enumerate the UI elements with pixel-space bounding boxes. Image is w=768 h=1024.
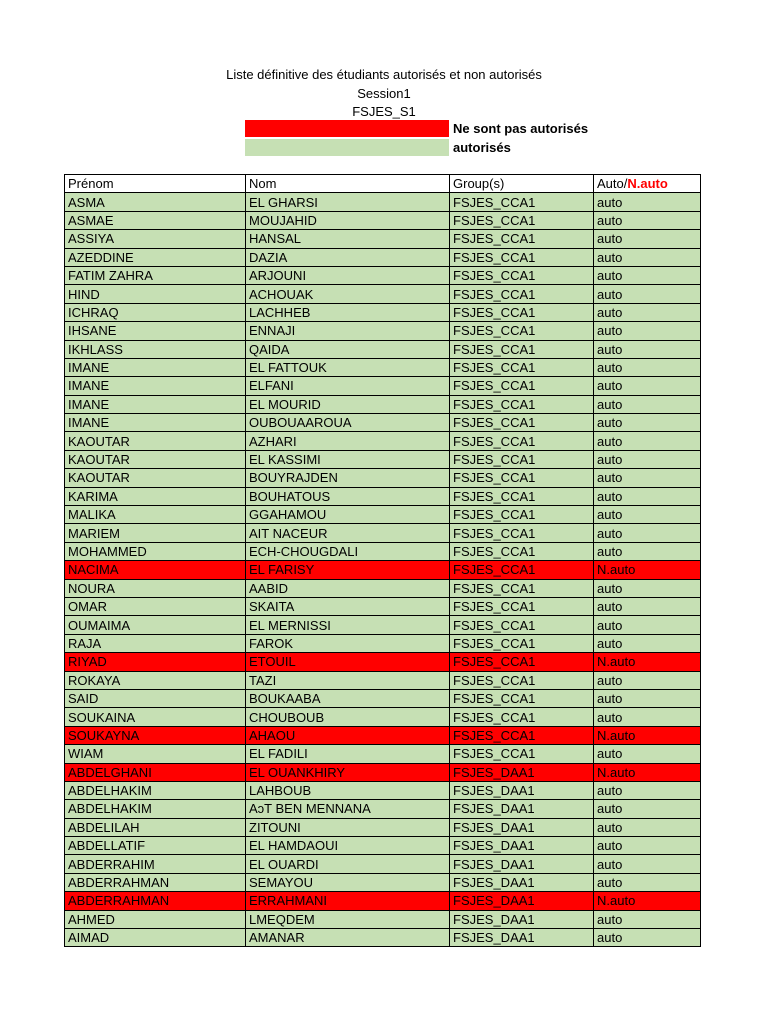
cell-group: FSJES_CCA1 — [450, 285, 594, 303]
cell-nom: EL HAMDAOUI — [246, 837, 450, 855]
legend-label-authorized: autorisés — [453, 140, 511, 155]
cell-nom: SEMAYOU — [246, 873, 450, 891]
cell-status: auto — [594, 708, 701, 726]
cell-status: auto — [594, 211, 701, 229]
cell-nom: EL FADILI — [246, 745, 450, 763]
cell-group: FSJES_CCA1 — [450, 432, 594, 450]
table-row — [65, 597, 701, 615]
table-row — [65, 892, 701, 910]
cell-group: FSJES_CCA1 — [450, 303, 594, 321]
cell-status: N.auto — [594, 892, 701, 910]
table-row — [65, 395, 701, 413]
cell-prenom: RAJA — [65, 634, 246, 652]
faculty-code: FSJES_S1 — [352, 104, 416, 119]
cell-status: auto — [594, 616, 701, 634]
cell-group: FSJES_CCA1 — [450, 745, 594, 763]
table-row — [65, 910, 701, 928]
cell-nom: ARJOUNI — [246, 266, 450, 284]
table-row — [65, 358, 701, 376]
cell-prenom: IHSANE — [65, 322, 246, 340]
cell-status: auto — [594, 358, 701, 376]
cell-nom: BOUHATOUS — [246, 487, 450, 505]
cell-nom: EL FARISY — [246, 561, 450, 579]
cell-status: auto — [594, 377, 701, 395]
cell-group: FSJES_CCA1 — [450, 506, 594, 524]
cell-status: N.auto — [594, 653, 701, 671]
cell-nom: AABID — [246, 579, 450, 597]
cell-prenom: IMANE — [65, 358, 246, 376]
cell-status: auto — [594, 248, 701, 266]
cell-status: auto — [594, 855, 701, 873]
table-row — [65, 414, 701, 432]
table-row — [65, 800, 701, 818]
cell-status: auto — [594, 524, 701, 542]
column-header-status-nauto: N.auto — [627, 176, 668, 192]
legend-swatch-authorized — [245, 139, 449, 156]
cell-status: auto — [594, 469, 701, 487]
students-table — [64, 174, 701, 947]
table-row — [65, 929, 701, 947]
cell-group: FSJES_DAA1 — [450, 763, 594, 781]
cell-nom: FAROK — [246, 634, 450, 652]
cell-group: FSJES_CCA1 — [450, 469, 594, 487]
cell-nom: EL GHARSI — [246, 193, 450, 211]
cell-prenom: WIAM — [65, 745, 246, 763]
cell-status: auto — [594, 230, 701, 248]
cell-prenom: ICHRAQ — [65, 303, 246, 321]
table-row — [65, 303, 701, 321]
table-row — [65, 616, 701, 634]
cell-prenom: SOUKAYNA — [65, 726, 246, 744]
cell-group: FSJES_CCA1 — [450, 358, 594, 376]
cell-prenom: AZEDDINE — [65, 248, 246, 266]
cell-group: FSJES_CCA1 — [450, 542, 594, 560]
table-row — [65, 855, 701, 873]
table-row — [65, 450, 701, 468]
table-row — [65, 726, 701, 744]
cell-prenom: IMANE — [65, 414, 246, 432]
cell-group: FSJES_DAA1 — [450, 910, 594, 928]
cell-nom: ETOUIL — [246, 653, 450, 671]
cell-group: FSJES_DAA1 — [450, 800, 594, 818]
cell-status: auto — [594, 818, 701, 836]
table-row — [65, 230, 701, 248]
cell-status: auto — [594, 800, 701, 818]
cell-status: auto — [594, 340, 701, 358]
cell-group: FSJES_CCA1 — [450, 653, 594, 671]
table-body — [65, 193, 701, 947]
table-row — [65, 322, 701, 340]
cell-nom: BOUKAABA — [246, 689, 450, 707]
cell-prenom: ABDELGHANI — [65, 763, 246, 781]
cell-prenom: RIYAD — [65, 653, 246, 671]
cell-nom: MOUJAHID — [246, 211, 450, 229]
table-row — [65, 818, 701, 836]
cell-nom: AZHARI — [246, 432, 450, 450]
cell-status: auto — [594, 910, 701, 928]
cell-group: FSJES_CCA1 — [450, 211, 594, 229]
cell-status: auto — [594, 193, 701, 211]
cell-prenom: OUMAIMA — [65, 616, 246, 634]
cell-nom: OUBOUAAROUA — [246, 414, 450, 432]
cell-nom: ERRAHMANI — [246, 892, 450, 910]
cell-group: FSJES_CCA1 — [450, 414, 594, 432]
table-row — [65, 653, 701, 671]
cell-prenom: OMAR — [65, 597, 246, 615]
cell-group: FSJES_CCA1 — [450, 671, 594, 689]
cell-prenom: KAOUTAR — [65, 432, 246, 450]
legend-label-not-authorized: Ne sont pas autorisés — [453, 121, 589, 136]
cell-status: auto — [594, 837, 701, 855]
cell-prenom: AIMAD — [65, 929, 246, 947]
cell-status: N.auto — [594, 561, 701, 579]
cell-status: auto — [594, 873, 701, 891]
cell-nom: ENNAJI — [246, 322, 450, 340]
cell-nom: ECH-CHOUGDALI — [246, 542, 450, 560]
cell-nom: CHOUBOUB — [246, 708, 450, 726]
cell-prenom: IMANE — [65, 377, 246, 395]
cell-group: FSJES_DAA1 — [450, 873, 594, 891]
table-header-row — [65, 175, 701, 193]
table-row — [65, 634, 701, 652]
cell-nom: EL OUANKHIRY — [246, 763, 450, 781]
table-row — [65, 248, 701, 266]
cell-status: N.auto — [594, 763, 701, 781]
table-row — [65, 340, 701, 358]
cell-prenom: MALIKA — [65, 506, 246, 524]
cell-nom: EL MOURID — [246, 395, 450, 413]
cell-status: auto — [594, 542, 701, 560]
cell-nom: AIT NACEUR — [246, 524, 450, 542]
cell-group: FSJES_CCA1 — [450, 377, 594, 395]
cell-prenom: SAID — [65, 689, 246, 707]
cell-status: auto — [594, 671, 701, 689]
cell-prenom: KARIMA — [65, 487, 246, 505]
cell-prenom: ROKAYA — [65, 671, 246, 689]
cell-prenom: NOURA — [65, 579, 246, 597]
cell-nom: QAIDA — [246, 340, 450, 358]
cell-nom: LACHHEB — [246, 303, 450, 321]
cell-prenom: HIND — [65, 285, 246, 303]
cell-nom: AMANAR — [246, 929, 450, 947]
column-header-nom: Nom — [246, 175, 450, 193]
table-row — [65, 524, 701, 542]
cell-group: FSJES_CCA1 — [450, 487, 594, 505]
cell-status: auto — [594, 303, 701, 321]
cell-group: FSJES_DAA1 — [450, 781, 594, 799]
cell-group: FSJES_DAA1 — [450, 818, 594, 836]
table-row — [65, 432, 701, 450]
cell-nom: EL KASSIMI — [246, 450, 450, 468]
cell-status: auto — [594, 634, 701, 652]
table-row — [65, 506, 701, 524]
cell-status: auto — [594, 414, 701, 432]
cell-prenom: SOUKAINA — [65, 708, 246, 726]
cell-status: auto — [594, 266, 701, 284]
cell-prenom: MOHAMMED — [65, 542, 246, 560]
table-row — [65, 285, 701, 303]
cell-group: FSJES_DAA1 — [450, 855, 594, 873]
cell-group: FSJES_CCA1 — [450, 689, 594, 707]
cell-status: auto — [594, 929, 701, 947]
cell-status: auto — [594, 322, 701, 340]
table-row — [65, 542, 701, 560]
cell-status: auto — [594, 781, 701, 799]
cell-status: auto — [594, 285, 701, 303]
cell-status: auto — [594, 745, 701, 763]
table-row — [65, 781, 701, 799]
column-header-groups: Group(s) — [450, 175, 594, 193]
table-row — [65, 266, 701, 284]
cell-nom: ACHOUAK — [246, 285, 450, 303]
cell-prenom: ABDERRAHIM — [65, 855, 246, 873]
cell-group: FSJES_CCA1 — [450, 450, 594, 468]
cell-nom: LAHBOUB — [246, 781, 450, 799]
cell-status: auto — [594, 597, 701, 615]
column-header-prenom: Prénom — [65, 175, 246, 193]
column-header-status — [594, 175, 701, 193]
cell-group: FSJES_CCA1 — [450, 395, 594, 413]
table-row — [65, 763, 701, 781]
cell-nom: HANSAL — [246, 230, 450, 248]
cell-prenom: ABDELILAH — [65, 818, 246, 836]
cell-nom: GGAHAMOU — [246, 506, 450, 524]
cell-prenom: ASMA — [65, 193, 246, 211]
table-row — [65, 579, 701, 597]
cell-group: FSJES_CCA1 — [450, 340, 594, 358]
cell-group: FSJES_CCA1 — [450, 266, 594, 284]
cell-nom: EL MERNISSI — [246, 616, 450, 634]
cell-nom: DAZIA — [246, 248, 450, 266]
cell-nom: ZITOUNI — [246, 818, 450, 836]
cell-nom: BOUYRAJDEN — [246, 469, 450, 487]
cell-nom: AHAOU — [246, 726, 450, 744]
cell-prenom: MARIEM — [65, 524, 246, 542]
table-row — [65, 487, 701, 505]
cell-status: auto — [594, 487, 701, 505]
cell-status: auto — [594, 395, 701, 413]
table-row — [65, 708, 701, 726]
cell-group: FSJES_CCA1 — [450, 597, 594, 615]
cell-group: FSJES_CCA1 — [450, 561, 594, 579]
cell-prenom: FATIM ZAHRA — [65, 266, 246, 284]
cell-prenom: ASSIYA — [65, 230, 246, 248]
cell-prenom: KAOUTAR — [65, 450, 246, 468]
cell-group: FSJES_CCA1 — [450, 524, 594, 542]
cell-status: auto — [594, 689, 701, 707]
legend-swatch-not-authorized — [245, 120, 449, 137]
table-row — [65, 561, 701, 579]
cell-prenom: ASMAE — [65, 211, 246, 229]
cell-nom: ELFANI — [246, 377, 450, 395]
table-row — [65, 377, 701, 395]
cell-prenom: IKHLASS — [65, 340, 246, 358]
cell-status: auto — [594, 432, 701, 450]
cell-prenom: ABDELHAKIM — [65, 800, 246, 818]
cell-group: FSJES_CCA1 — [450, 248, 594, 266]
cell-group: FSJES_CCA1 — [450, 616, 594, 634]
cell-group: FSJES_DAA1 — [450, 892, 594, 910]
cell-nom: EL OUARDI — [246, 855, 450, 873]
table-row — [65, 671, 701, 689]
cell-nom: TAZI — [246, 671, 450, 689]
table-row — [65, 469, 701, 487]
cell-group: FSJES_DAA1 — [450, 837, 594, 855]
cell-status: auto — [594, 579, 701, 597]
table-row — [65, 193, 701, 211]
cell-group: FSJES_CCA1 — [450, 708, 594, 726]
cell-prenom: ABDERRAHMAN — [65, 873, 246, 891]
cell-group: FSJES_CCA1 — [450, 579, 594, 597]
column-header-status-auto: Auto/ — [597, 176, 628, 192]
cell-status: auto — [594, 506, 701, 524]
table-row — [65, 745, 701, 763]
cell-nom: LMEQDEM — [246, 910, 450, 928]
table-row — [65, 689, 701, 707]
cell-group: FSJES_CCA1 — [450, 230, 594, 248]
cell-group: FSJES_CCA1 — [450, 634, 594, 652]
table-row — [65, 873, 701, 891]
cell-group: FSJES_CCA1 — [450, 193, 594, 211]
document-title: Liste définitive des étudiants autorisés et non autorisés — [226, 67, 542, 82]
cell-prenom: ABDELHAKIM — [65, 781, 246, 799]
cell-status: N.auto — [594, 726, 701, 744]
cell-nom: EL FATTOUK — [246, 358, 450, 376]
cell-prenom: ABDERRAHMAN — [65, 892, 246, 910]
cell-prenom: ABDELLATIF — [65, 837, 246, 855]
table-row — [65, 837, 701, 855]
cell-nom: AↄT BEN MENNANA — [246, 800, 450, 818]
cell-group: FSJES_CCA1 — [450, 726, 594, 744]
cell-prenom: KAOUTAR — [65, 469, 246, 487]
table-row — [65, 211, 701, 229]
cell-group: FSJES_DAA1 — [450, 929, 594, 947]
session-label: Session1 — [357, 86, 411, 101]
cell-prenom: AHMED — [65, 910, 246, 928]
cell-prenom: NACIMA — [65, 561, 246, 579]
cell-nom: SKAITA — [246, 597, 450, 615]
cell-status: auto — [594, 450, 701, 468]
cell-group: FSJES_CCA1 — [450, 322, 594, 340]
cell-prenom: IMANE — [65, 395, 246, 413]
